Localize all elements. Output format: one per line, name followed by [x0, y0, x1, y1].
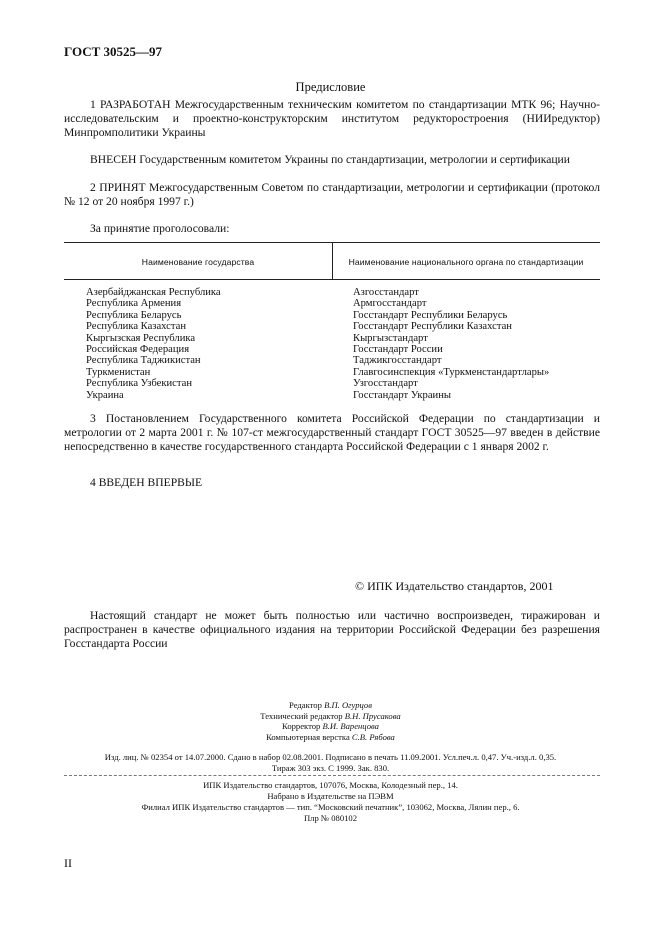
table-cell-state: Украина	[86, 389, 124, 401]
table-cell-state: Туркменистан	[86, 366, 151, 378]
table-cell-body: Таджикгосстандарт	[353, 355, 442, 367]
imprint-line-5: Филиал ИПК Издательство стандартов — тип. “Московский печатник”, 103062, Москва, Лялин пер., 6.	[141, 802, 520, 812]
table-header-state: Наименование государства	[141, 257, 255, 267]
document-code: ГОСТ 30525—97	[64, 44, 163, 59]
table-cell-body: Армгосстандарт	[353, 298, 427, 310]
table-header-body: Наименование национального органа по стандартизации	[348, 257, 584, 267]
imprint-line-2: Тираж 303 экз. С 1999. Зак. 830.	[271, 763, 390, 773]
credit-line	[0, 721, 661, 732]
table-cell-state: Республика Таджикистан	[86, 355, 201, 367]
table-cell-state: Республика Узбекистан	[86, 378, 193, 390]
credit-role: Корректор	[282, 721, 321, 732]
paragraph-developed-text: 1 РАЗРАБОТАН Межгосударственным техническим комитетом по стандартизации МТК 96; Научно-исследовательским и проектно-конструкторским институтом редукторостроения (НИИредуктор) Минпромполитики Украины	[64, 98, 600, 140]
paragraph-introduced	[64, 476, 600, 490]
paragraph-decree-text: 3 Постановлением Государственного комитета Российской Федерации по стандартизации и метрологии от 2 марта 2001 г. № 107-ст межгосударственный стандарт ГОСТ 30525—97 введен в действие непосредственно в качестве государственного стандарта Российской Федерации с 1 января 2002 г.	[64, 412, 600, 454]
table-cell-state: Республика Казахстан	[86, 321, 187, 333]
credit-name: С.В. Рябова	[351, 731, 395, 742]
table-cell-body: Госстандарт России	[353, 344, 443, 356]
paragraph-adopted	[64, 181, 600, 209]
credit-name: В.П. Огурцов	[324, 700, 372, 710]
paragraph-voted	[64, 222, 600, 236]
table-cell-body: Госстандарт Республики Беларусь	[353, 309, 508, 321]
copyright: © ИПК Издательство стандартов, 2001	[355, 579, 554, 593]
imprint-line-3: ИПК Издательство стандартов, 107076, Москва, Колодезный пер., 14.	[203, 780, 458, 790]
table-cell-body: Госстандарт Республики Казахстан	[353, 321, 512, 333]
table-column-states	[86, 287, 221, 401]
table-cell-body: Кыргызстандарт	[353, 332, 428, 344]
table-header	[64, 243, 600, 280]
imprint-line-4: Набрано в Издательстве на ПЭВМ	[267, 791, 394, 801]
table-cell-state: Республика Армения	[86, 298, 182, 310]
section-title: Предисловие	[295, 80, 366, 94]
imprint-line-1: Изд. лиц. № 02354 от 14.07.2000. Сдано в набор 02.08.2001. Подписано в печать 11.09.2001. Усл.печ.л. 0,47. Уч.-изд.л. 0,35.	[104, 752, 557, 762]
credit-role: Редактор	[289, 700, 322, 710]
table-cell-state: Кыргызская Республика	[86, 332, 196, 344]
credit-name: В.Н. Прусакова	[344, 710, 401, 721]
table-column-bodies	[353, 287, 549, 401]
paragraph-submitted	[64, 153, 600, 167]
paragraph-decree	[64, 412, 600, 455]
credit-role: Компьютерная верстка	[266, 731, 350, 742]
table-cell-body: Узгосстандарт	[353, 378, 418, 390]
paragraph-developed	[64, 98, 600, 141]
table-cell-state: Азербайджанская Республика	[86, 287, 221, 298]
paragraph-adopted-text: 2 ПРИНЯТ Межгосударственным Советом по стандартизации, метрологии и сертификации (протокол № 12 от 20 ноября 1997 г.)	[64, 181, 600, 209]
paragraph-submitted-text: ВНЕСЕН Государственным комитетом Украины по стандартизации, метрологии и сертификации	[90, 153, 570, 166]
paragraph-introduced-text: 4 ВВЕДЕН ВПЕРВЫЕ	[90, 476, 203, 489]
paragraph-notice-text: Настоящий стандарт не может быть полностью или частично воспроизведен, тиражирован и распространен в качестве официального издания на территории Российской Федерации без разрешения Госстандарта России	[64, 609, 600, 651]
table-cell-state: Российская Федерация	[86, 344, 190, 356]
imprint-line-6: Плр № 080102	[303, 813, 358, 823]
table-cell-state: Республика Беларусь	[86, 309, 182, 321]
credit-line	[0, 700, 661, 711]
credit-line	[0, 711, 661, 722]
voting-table	[64, 242, 600, 403]
credit-name: В.И. Варенцова	[322, 721, 379, 732]
table-cell-body: Азгосстандарт	[353, 287, 419, 298]
dashed-divider	[64, 775, 600, 776]
table-cell-body: Главгосинспекция «Туркменстандартлары»	[353, 366, 550, 378]
paragraph-voted-text: За принятие проголосовали:	[90, 222, 230, 235]
page-number: II	[64, 856, 72, 870]
paragraph-notice	[64, 609, 600, 652]
credit-role: Технический редактор	[260, 710, 343, 721]
credit-line	[0, 732, 661, 743]
table-cell-body: Госстандарт Украины	[353, 389, 451, 401]
credits-block	[0, 700, 661, 742]
